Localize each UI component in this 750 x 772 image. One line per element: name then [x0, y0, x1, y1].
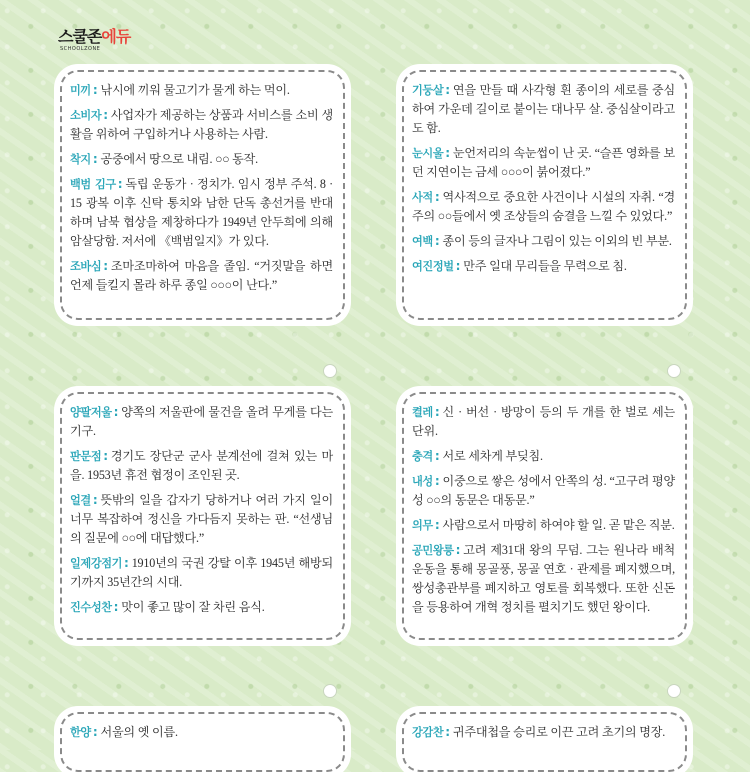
vocab-definition: 뜻밖의 일을 갑자기 당하거나 여러 가지 일이 너무 복잡하여 정신을 가다듬지 못하는 판. “선생님의 질문에 ○○에 대답했다.”	[70, 493, 333, 545]
vocab-entry: 기둥살 : 연을 만들 때 사각형 흰 종이의 세로를 중심하여 가운데 길이로 붙이는 대나무 살. 중심살이라고도 함.	[412, 83, 675, 135]
vocab-entry: 여백 : 종이 등의 글자나 그림이 있는 이외의 빈 부분.	[412, 234, 672, 248]
vocab-definition: 역사적으로 중요한 사건이나 시설의 자취. “경주의 ○○들에서 옛 조상들의 숨결을 느낄 수 있었다.”	[412, 190, 675, 223]
vocab-definition: 서울의 옛 이름.	[100, 725, 178, 739]
punch-hole	[667, 364, 681, 378]
vocab-definition: 귀주대첩을 승리로 이끈 고려 초기의 명장.	[452, 725, 666, 739]
vocab-card-6	[402, 712, 687, 772]
vocab-definition: 독립 운동가 · 정치가. 임시 정부 주석. 8 · 15 광복 이후 신탁 통치와 남한 단독 총선거를 반대하며 남북 협상을 제창하다가 1949년 안두희에 의해 암살당함. 저서에 《백범일지》가 있다.	[70, 177, 333, 248]
entry-list	[70, 723, 333, 748]
vocab-entry: 눈시울 : 눈언저리의 속눈썹이 난 곳. “슬픈 영화를 보던 지연이는 금세 ○○○이 붉어졌다.”	[412, 146, 675, 179]
vocab-definition: 서로 세차게 부딪침.	[442, 449, 543, 463]
vocab-definition: 사람으로서 마땅히 하여야 할 일. 곧 맡은 직분.	[442, 518, 675, 532]
vocab-entry: 강감찬 : 귀주대첩을 승리로 이끈 고려 초기의 명장.	[412, 725, 666, 739]
vocab-card-1	[60, 70, 345, 320]
vocab-term: 강감찬	[412, 726, 444, 739]
vocab-definition: 사업자가 제공하는 상품과 서비스를 소비 생활을 위하여 구입하거나 사용하는 사람.	[70, 108, 333, 141]
vocab-term: 판문점	[70, 450, 102, 463]
entry-list	[70, 403, 333, 623]
vocab-definition: 눈언저리의 속눈썹이 난 곳. “슬픈 영화를 보던 지연이는 금세 ○○○이 붉어졌다.”	[412, 146, 675, 179]
logo-wordmark	[58, 28, 130, 46]
entry-list	[412, 403, 675, 623]
vocab-term: 양팔저울	[70, 406, 112, 419]
vocab-term: 기둥살	[412, 84, 444, 97]
logo	[58, 28, 134, 54]
vocab-term: 사적	[412, 191, 433, 204]
vocab-definition: 고려 제31대 왕의 무덤. 그는 원나라 배척 운동을 통해 몽골풍, 몽골 연호 · 관제를 폐지했으며, 쌍성총관부를 폐지하고 영토를 회복했다. 또한 신돈을 등용하여 개혁 정치를 펼치기도 했던 왕이다.	[412, 543, 675, 614]
punch-hole	[323, 364, 337, 378]
vocab-entry: 조바심 : 조마조마하여 마음을 졸임. “거짓말을 하면 언제 들킬지 몰라 하루 종일 ○○○이 난다.”	[70, 259, 333, 292]
vocab-term: 일제강점기	[70, 557, 123, 570]
vocab-definition: 연을 만들 때 사각형 흰 종이의 세로를 중심하여 가운데 길이로 붙이는 대나무 살. 중심살이라고도 함.	[412, 83, 675, 135]
vocab-term: 켤레	[412, 406, 433, 419]
vocab-card-4	[402, 392, 687, 640]
vocab-term: 공민왕릉	[412, 544, 454, 557]
vocab-term: 진수성찬	[70, 601, 112, 614]
vocab-definition: 양쪽의 저울판에 물건을 올려 무게를 다는 기구.	[70, 405, 333, 438]
vocab-term: 내성	[412, 475, 433, 488]
logo-subtitle: SCHOOLZONE	[60, 46, 101, 52]
vocab-entry: 백범 김구 : 독립 운동가 · 정치가. 임시 정부 주석. 8 · 15 광복 이후 신탁 통치와 남한 단독 총선거를 반대하며 남북 협상을 제창하다가 1949년 안두희에 의해 암살당함. 저서에 《백범일지》가 있다.	[70, 177, 333, 248]
vocab-definition: 만주 일대 무리들을 무력으로 침.	[463, 259, 627, 273]
punch-hole	[667, 684, 681, 698]
vocab-entry: 판문점 : 경기도 장단군 군사 분계선에 걸쳐 있는 마을. 1953년 휴전 협정이 조인된 곳.	[70, 449, 333, 482]
vocab-term: 얼결	[70, 494, 91, 507]
vocab-entry: 사적 : 역사적으로 중요한 사건이나 시설의 자취. “경주의 ○○들에서 옛 조상들의 숨결을 느낄 수 있었다.”	[412, 190, 675, 223]
vocab-entry: 내성 : 이중으로 쌓은 성에서 안쪽의 성. “고구려 평양성 ○○의 동문은 대동문.”	[412, 474, 675, 507]
vocab-term: 조바심	[70, 260, 102, 273]
vocab-term: 눈시울	[412, 147, 444, 160]
vocab-term: 백범 김구	[70, 178, 116, 191]
logo-word-2: 에듀	[101, 27, 131, 46]
vocab-entry: 공민왕릉 : 고려 제31대 왕의 무덤. 그는 원나라 배척 운동을 통해 몽골풍, 몽골 연호 · 관제를 폐지했으며, 쌍성총관부를 폐지하고 영토를 회복했다. 또한 신돈을 등용하여 개혁 정치를 펼치기도 했던 왕이다.	[412, 543, 675, 614]
entry-list	[412, 723, 675, 748]
vocab-card-3	[60, 392, 345, 640]
vocab-definition: 이중으로 쌓은 성에서 안쪽의 성. “고구려 평양성 ○○의 동문은 대동문.”	[412, 474, 675, 507]
vocab-definition: 종이 등의 글자나 그림이 있는 이외의 빈 부분.	[442, 234, 672, 248]
logo-word-1: 스쿨존	[58, 27, 102, 46]
vocab-term: 한양	[70, 726, 91, 739]
vocab-card-5	[60, 712, 345, 772]
vocab-term: 미끼	[70, 84, 91, 97]
entry-list	[412, 81, 675, 282]
vocab-term: 의무	[412, 519, 433, 532]
vocab-definition: 경기도 장단군 군사 분계선에 걸쳐 있는 마을. 1953년 휴전 협정이 조인된 곳.	[70, 449, 333, 482]
vocab-entry: 미끼 : 낚시에 끼워 물고기가 물게 하는 먹이.	[70, 83, 290, 97]
vocab-entry: 소비자 : 사업자가 제공하는 상품과 서비스를 소비 생활을 위하여 구입하거나 사용하는 사람.	[70, 108, 333, 141]
vocab-entry: 여진정벌 : 만주 일대 무리들을 무력으로 침.	[412, 259, 627, 273]
vocab-term: 충격	[412, 450, 433, 463]
vocab-term: 여백	[412, 235, 433, 248]
vocab-definition: 신 · 버선 · 방망이 등의 두 개를 한 벌로 세는 단위.	[412, 405, 675, 438]
vocab-definition: 낚시에 끼워 물고기가 물게 하는 먹이.	[100, 83, 290, 97]
vocab-definition: 맛이 좋고 많이 잘 차린 음식.	[121, 600, 265, 614]
vocab-entry: 의무 : 사람으로서 마땅히 하여야 할 일. 곧 맡은 직분.	[412, 518, 675, 532]
vocab-definition: 공중에서 땅으로 내림. ○○ 동작.	[100, 152, 258, 166]
entry-list	[70, 81, 333, 301]
vocab-entry: 착지 : 공중에서 땅으로 내림. ○○ 동작.	[70, 152, 258, 166]
vocab-definition: 조마조마하여 마음을 졸임. “거짓말을 하면 언제 들킬지 몰라 하루 종일 ○○○이 난다.”	[70, 259, 333, 292]
punch-hole	[323, 684, 337, 698]
vocab-entry: 양팔저울 : 양쪽의 저울판에 물건을 올려 무게를 다는 기구.	[70, 405, 333, 438]
vocab-entry: 한양 : 서울의 옛 이름.	[70, 725, 178, 739]
vocab-entry: 진수성찬 : 맛이 좋고 많이 잘 차린 음식.	[70, 600, 265, 614]
vocab-term: 여진정벌	[412, 260, 454, 273]
vocab-definition: 1910년의 국권 강탈 이후 1945년 해방되기까지 35년간의 시대.	[70, 556, 333, 589]
vocab-term: 착지	[70, 153, 91, 166]
vocab-entry: 충격 : 서로 세차게 부딪침.	[412, 449, 543, 463]
vocab-entry: 일제강점기 : 1910년의 국권 강탈 이후 1945년 해방되기까지 35년간의 시대.	[70, 556, 333, 589]
vocab-entry: 켤레 : 신 · 버선 · 방망이 등의 두 개를 한 벌로 세는 단위.	[412, 405, 675, 438]
vocab-entry: 얼결 : 뜻밖의 일을 갑자기 당하거나 여러 가지 일이 너무 복잡하여 정신을 가다듬지 못하는 판. “선생님의 질문에 ○○에 대답했다.”	[70, 493, 333, 545]
vocab-card-2	[402, 70, 687, 320]
vocab-term: 소비자	[70, 109, 102, 122]
